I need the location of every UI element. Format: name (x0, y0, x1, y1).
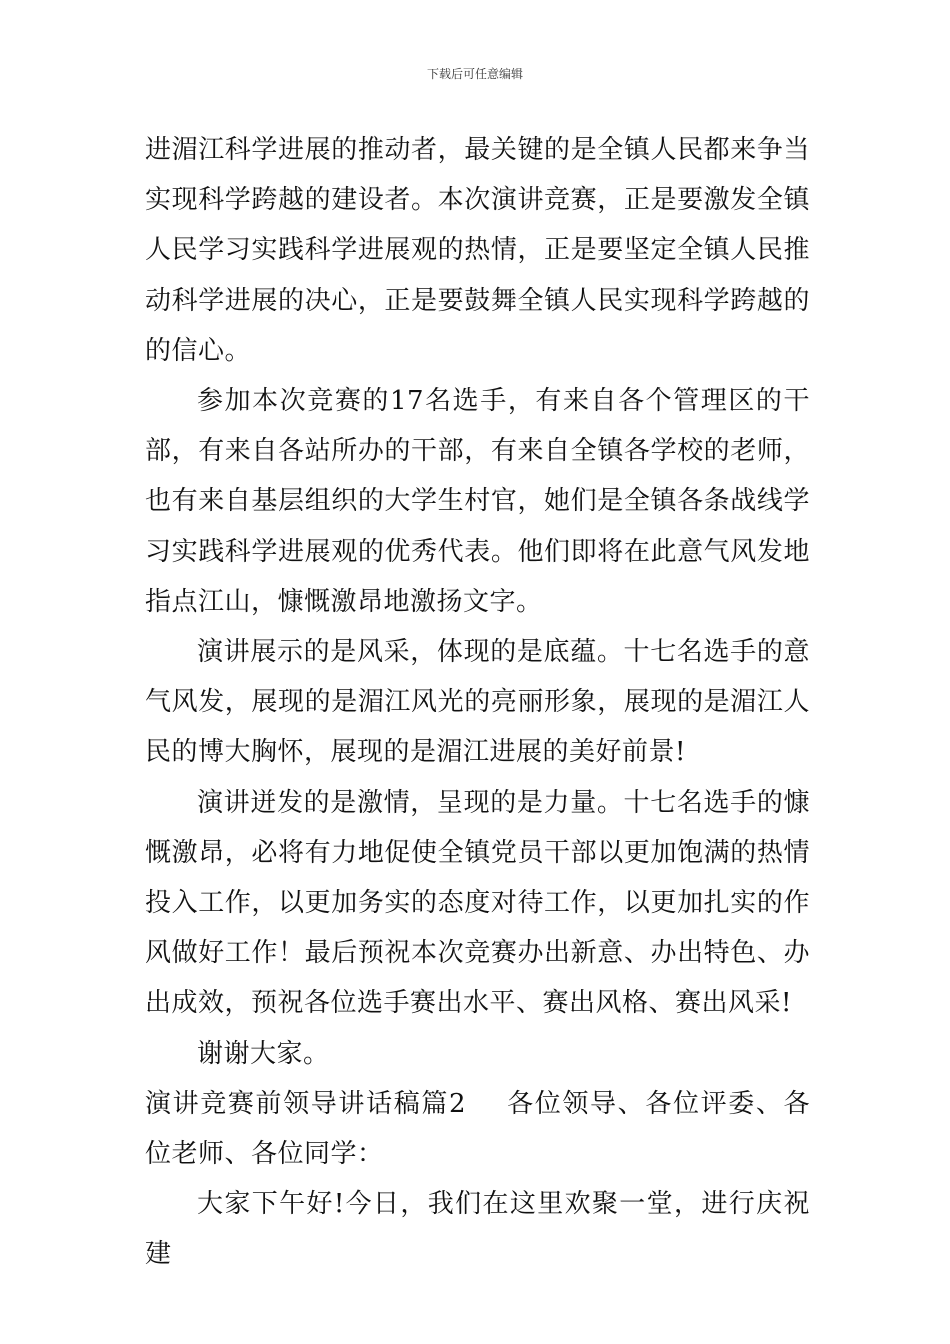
salutation: 各位领导、各位评委、各位老师、各位同学： (145, 1088, 810, 1170)
paragraph: 参加本次竞赛的17名选手，有来自各个管理区的干部，有来自各站所办的干部，有来自全镇各学校的老师，也有来自基层组织的大学生村官，她们是全镇各条战线学习实践科学进展观的优秀代表。他们即将在此意气风发地指点江山，慷慨激昂地激扬文字。 (145, 386, 810, 617)
document-body (145, 125, 810, 1280)
section-heading-paragraph (145, 1079, 810, 1179)
paragraph: 演讲展示的是风采，体现的是底蕴。十七名选手的意气风发，展现的是湄江风光的亮丽形象，展现的是湄江人民的博大胸怀，展现的是湄江进展的美好前景! (145, 637, 810, 768)
paragraph: 进湄江科学进展的推动者，最关键的是全镇人民都来争当实现科学跨越的建设者。本次演讲竞赛，正是要激发全镇人民学习实践科学进展观的热情，正是要坚定全镇人民推动科学进展的决心，正是要鼓舞全镇人民实现科学跨越的的信心。 (145, 135, 810, 366)
paragraph: 演讲迸发的是激情，呈现的是力量。十七名选手的慷慨激昂，必将有力地促使全镇党员干部以更加饱满的热情投入工作，以更加务实的态度对待工作，以更加扎实的作风做好工作！最后预祝本次竞赛办出新意、办出特色、办出成效，预祝各位选手赛出水平、赛出风格、赛出风采! (145, 787, 810, 1019)
page-header: 下载后可任意编辑 (426, 67, 523, 81)
paragraph: 大家下午好!今日，我们在这里欢聚一堂，进行庆祝建 (145, 1189, 810, 1270)
paragraph: 谢谢大家。 (197, 1038, 330, 1069)
section-title: 演讲竞赛前领导讲话稿篇2 (145, 1088, 467, 1119)
